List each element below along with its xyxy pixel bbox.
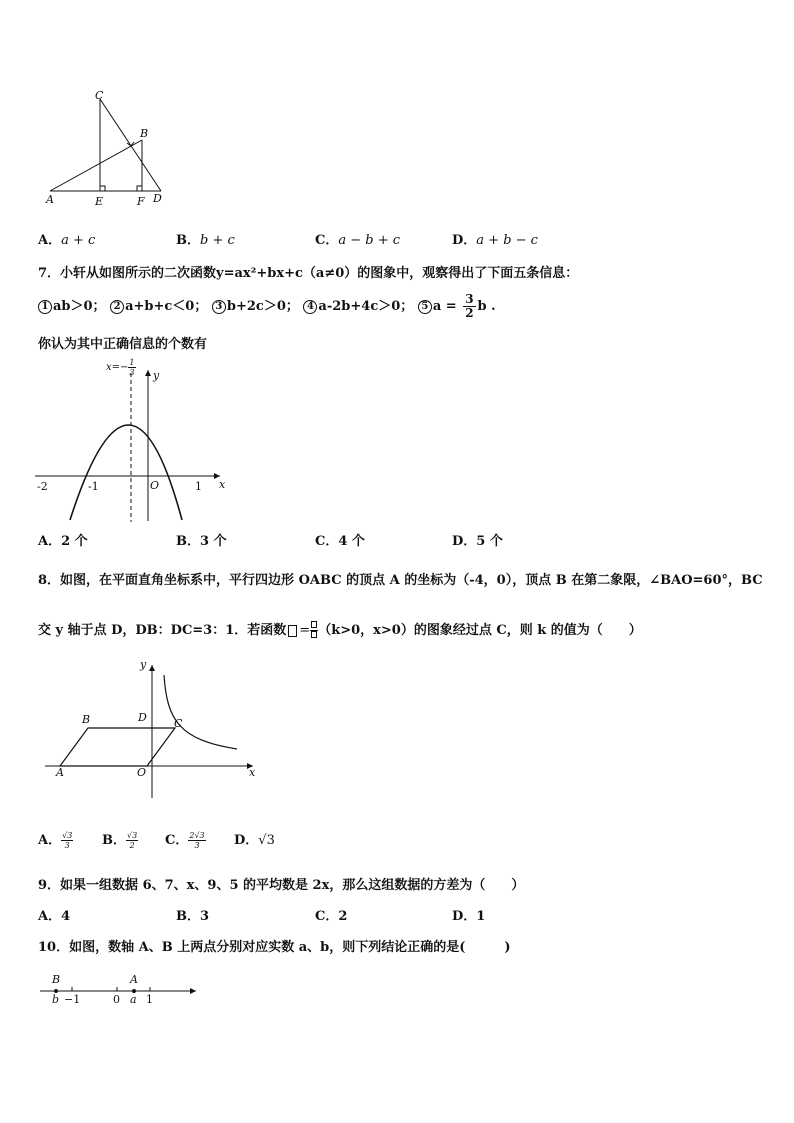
circled-4: 4 [303,300,317,314]
numline-label-zero: 0 [113,993,120,1006]
q8-option-b[interactable]: B． $\frac{√3}{2}$ [102,831,138,850]
q9-option-b[interactable]: B．3 [176,909,210,924]
q6-option-c[interactable]: C．a − b + c [315,233,401,248]
q7-origin-label: O [150,479,160,492]
numline-point-a: A [130,973,138,986]
q7-ask: 你认为其中正确信息的个数有 [38,337,208,352]
q9-option-c[interactable]: C．2 [315,909,348,924]
q8-point-b: B [82,713,91,726]
axis-of-symmetry-label: x=− $\frac{1}{3}$ [106,358,135,377]
q7-option-b[interactable]: B．3 个 [176,534,227,549]
q7-info-list: 1 ab＞0； 2 a+b+c＜0； 3 b+2c＞0； 4 a-2b+4c＞0； 5 a = $\frac{3}{2}$ b . [38,293,496,320]
q7-x-axis-label: x [219,478,226,491]
point-label-a: A [46,193,54,206]
point-label-b: B [140,127,149,140]
circled-1: 1 [38,300,52,314]
point-label-d: D [153,192,162,205]
q7-option-a[interactable]: A．2 个 [38,534,88,549]
q7-stem: 7．小轩从如图所示的二次函数y=ax²+bx+c（a≠0）的图象中，观察得出了下面五条信息： [38,266,579,281]
missing-glyph-y [288,625,297,637]
q8-stem-line2: 交 y 轴于点 D，DB：DC=3：1．若函数 = （k>0，x>0）的图象经过点 C，则 k 的值为（ ） [38,623,642,638]
numline-label-b: b [52,993,60,1006]
q8-option-a[interactable]: A． $\frac{√3}{3}$ [38,831,73,850]
q9-option-d[interactable]: D．1 [452,909,486,924]
q7-y-axis-label: y [153,369,160,382]
fraction-three-halves: $\frac{3}{2}$ [465,292,474,320]
q9-option-a[interactable]: A．4 [38,909,71,924]
point-label-c: C [95,89,104,102]
point-label-e: E [95,195,104,208]
q8-point-o: O [137,766,147,779]
number-line [38,980,203,1002]
q8-point-c: C [174,717,183,730]
q7-option-c[interactable]: C．4 个 [315,534,365,549]
q7-tick-minus1: -1 [88,480,99,493]
q10-stem: 10．如图，数轴 A、B 上两点分别对应实数 a、b，则下列结论正确的是( ) [38,940,511,955]
point-label-f: F [137,195,145,208]
q8-option-c[interactable]: C． $\frac{2√3}{3}$ [165,831,205,850]
numline-label-minus1: −1 [64,993,81,1006]
q8-x-axis-label: x [249,766,256,779]
q9-stem: 9．如果一组数据 6、7、x、9、5 的平均数是 2x，那么这组数据的方差为（ ） [38,878,525,893]
circled-2: 2 [110,300,124,314]
q6-option-b[interactable]: B．b + c [176,233,235,248]
q8-option-d[interactable]: D．√3 [234,833,275,848]
q8-point-d: D [138,711,147,724]
q8-point-a: A [56,766,64,779]
q6-option-a[interactable]: A．a + c [38,233,96,248]
numline-label-a: a [130,993,137,1006]
q8-stem-line1: 8．如图，在平面直角坐标系中，平行四边形 OABC 的顶点 A 的坐标为（-4，0），顶点 B 在第二象限，∠BAO=60°，BC [38,573,763,588]
circled-5: 5 [418,300,432,314]
numline-label-one: 1 [146,993,153,1006]
q7-tick-1: 1 [195,480,202,493]
parallelogram-graph [45,660,260,805]
missing-glyph-fraction [310,621,318,640]
q6-option-d[interactable]: D．a + b − c [452,233,538,248]
circled-3: 3 [212,300,226,314]
parabola-graph [30,365,235,525]
q7-option-d[interactable]: D．5 个 [452,534,503,549]
q7-tick-minus2: -2 [37,480,48,493]
numline-point-b: B [52,973,61,986]
q8-y-axis-label: y [140,658,147,671]
